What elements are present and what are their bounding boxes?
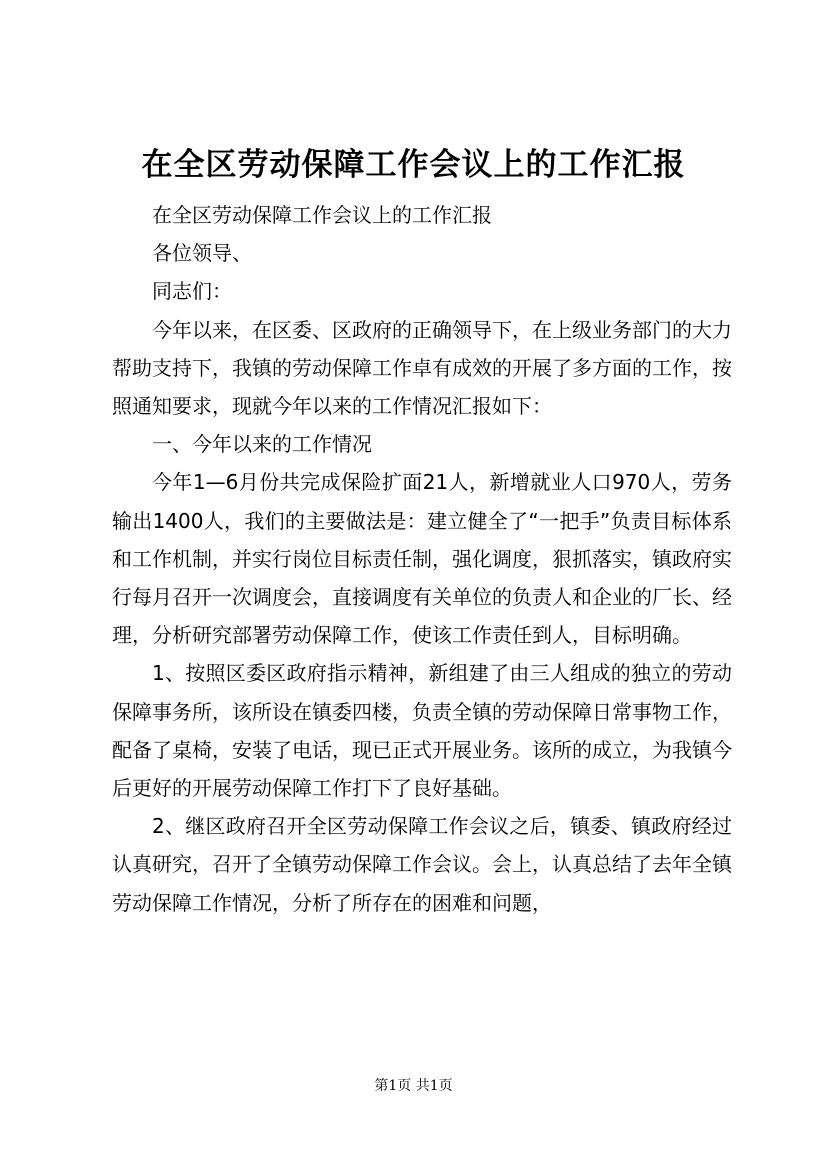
body-paragraph: 今年1—6月份共完成保险扩面21人，新增就业人口970人，劳务输出1400人，我们的主要做法是：建立健全了“一把手”负责目标体系和工作机制，并实行岗位目标责任制，强化调度，狠抓落实，镇政府实行每月召开一次调度会，直接调度有关单位的负责人和企业的厂长、经理，分析研究部署劳动保障工作，使该工作责任到人，目标明确。 [112, 470, 732, 648]
salutation-line-1: 各位领导、 [152, 241, 252, 266]
document-body [112, 196, 732, 922]
section-heading: 一、今年以来的工作情况 [152, 432, 372, 457]
body-paragraph: 1、按照区委区政府指示精神，新组建了由三人组成的独立的劳动保障事务所，该所设在镇委四楼，负责全镇的劳动保障日常事物工作，配备了桌椅，安装了电话，现已正式开展业务。该所的成立，为我镇今后更好的开展劳动保障工作打下了良好基础。 [112, 661, 732, 801]
document-title: 在全区劳动保障工作会议上的工作汇报 [141, 147, 686, 183]
page-footer: 第1页 共1页 [374, 1078, 453, 1094]
subtitle-paragraph: 在全区劳动保障工作会议上的工作汇报 [152, 203, 492, 227]
body-paragraph: 今年以来，在区委、区政府的正确领导下，在上级业务部门的大力帮助支持下，我镇的劳动保障工作卓有成效的开展了多方面的工作，按照通知要求，现就今年以来的工作情况汇报如下： [112, 317, 732, 419]
body-paragraph: 2、继区政府召开全区劳动保障工作会议之后，镇委、镇政府经过认真研究，召开了全镇劳动保障工作会议。会上，认真总结了去年全镇劳动保障工作情况，分析了所存在的困难和问题， [112, 814, 732, 915]
salutation-line-2: 同志们： [152, 279, 232, 304]
